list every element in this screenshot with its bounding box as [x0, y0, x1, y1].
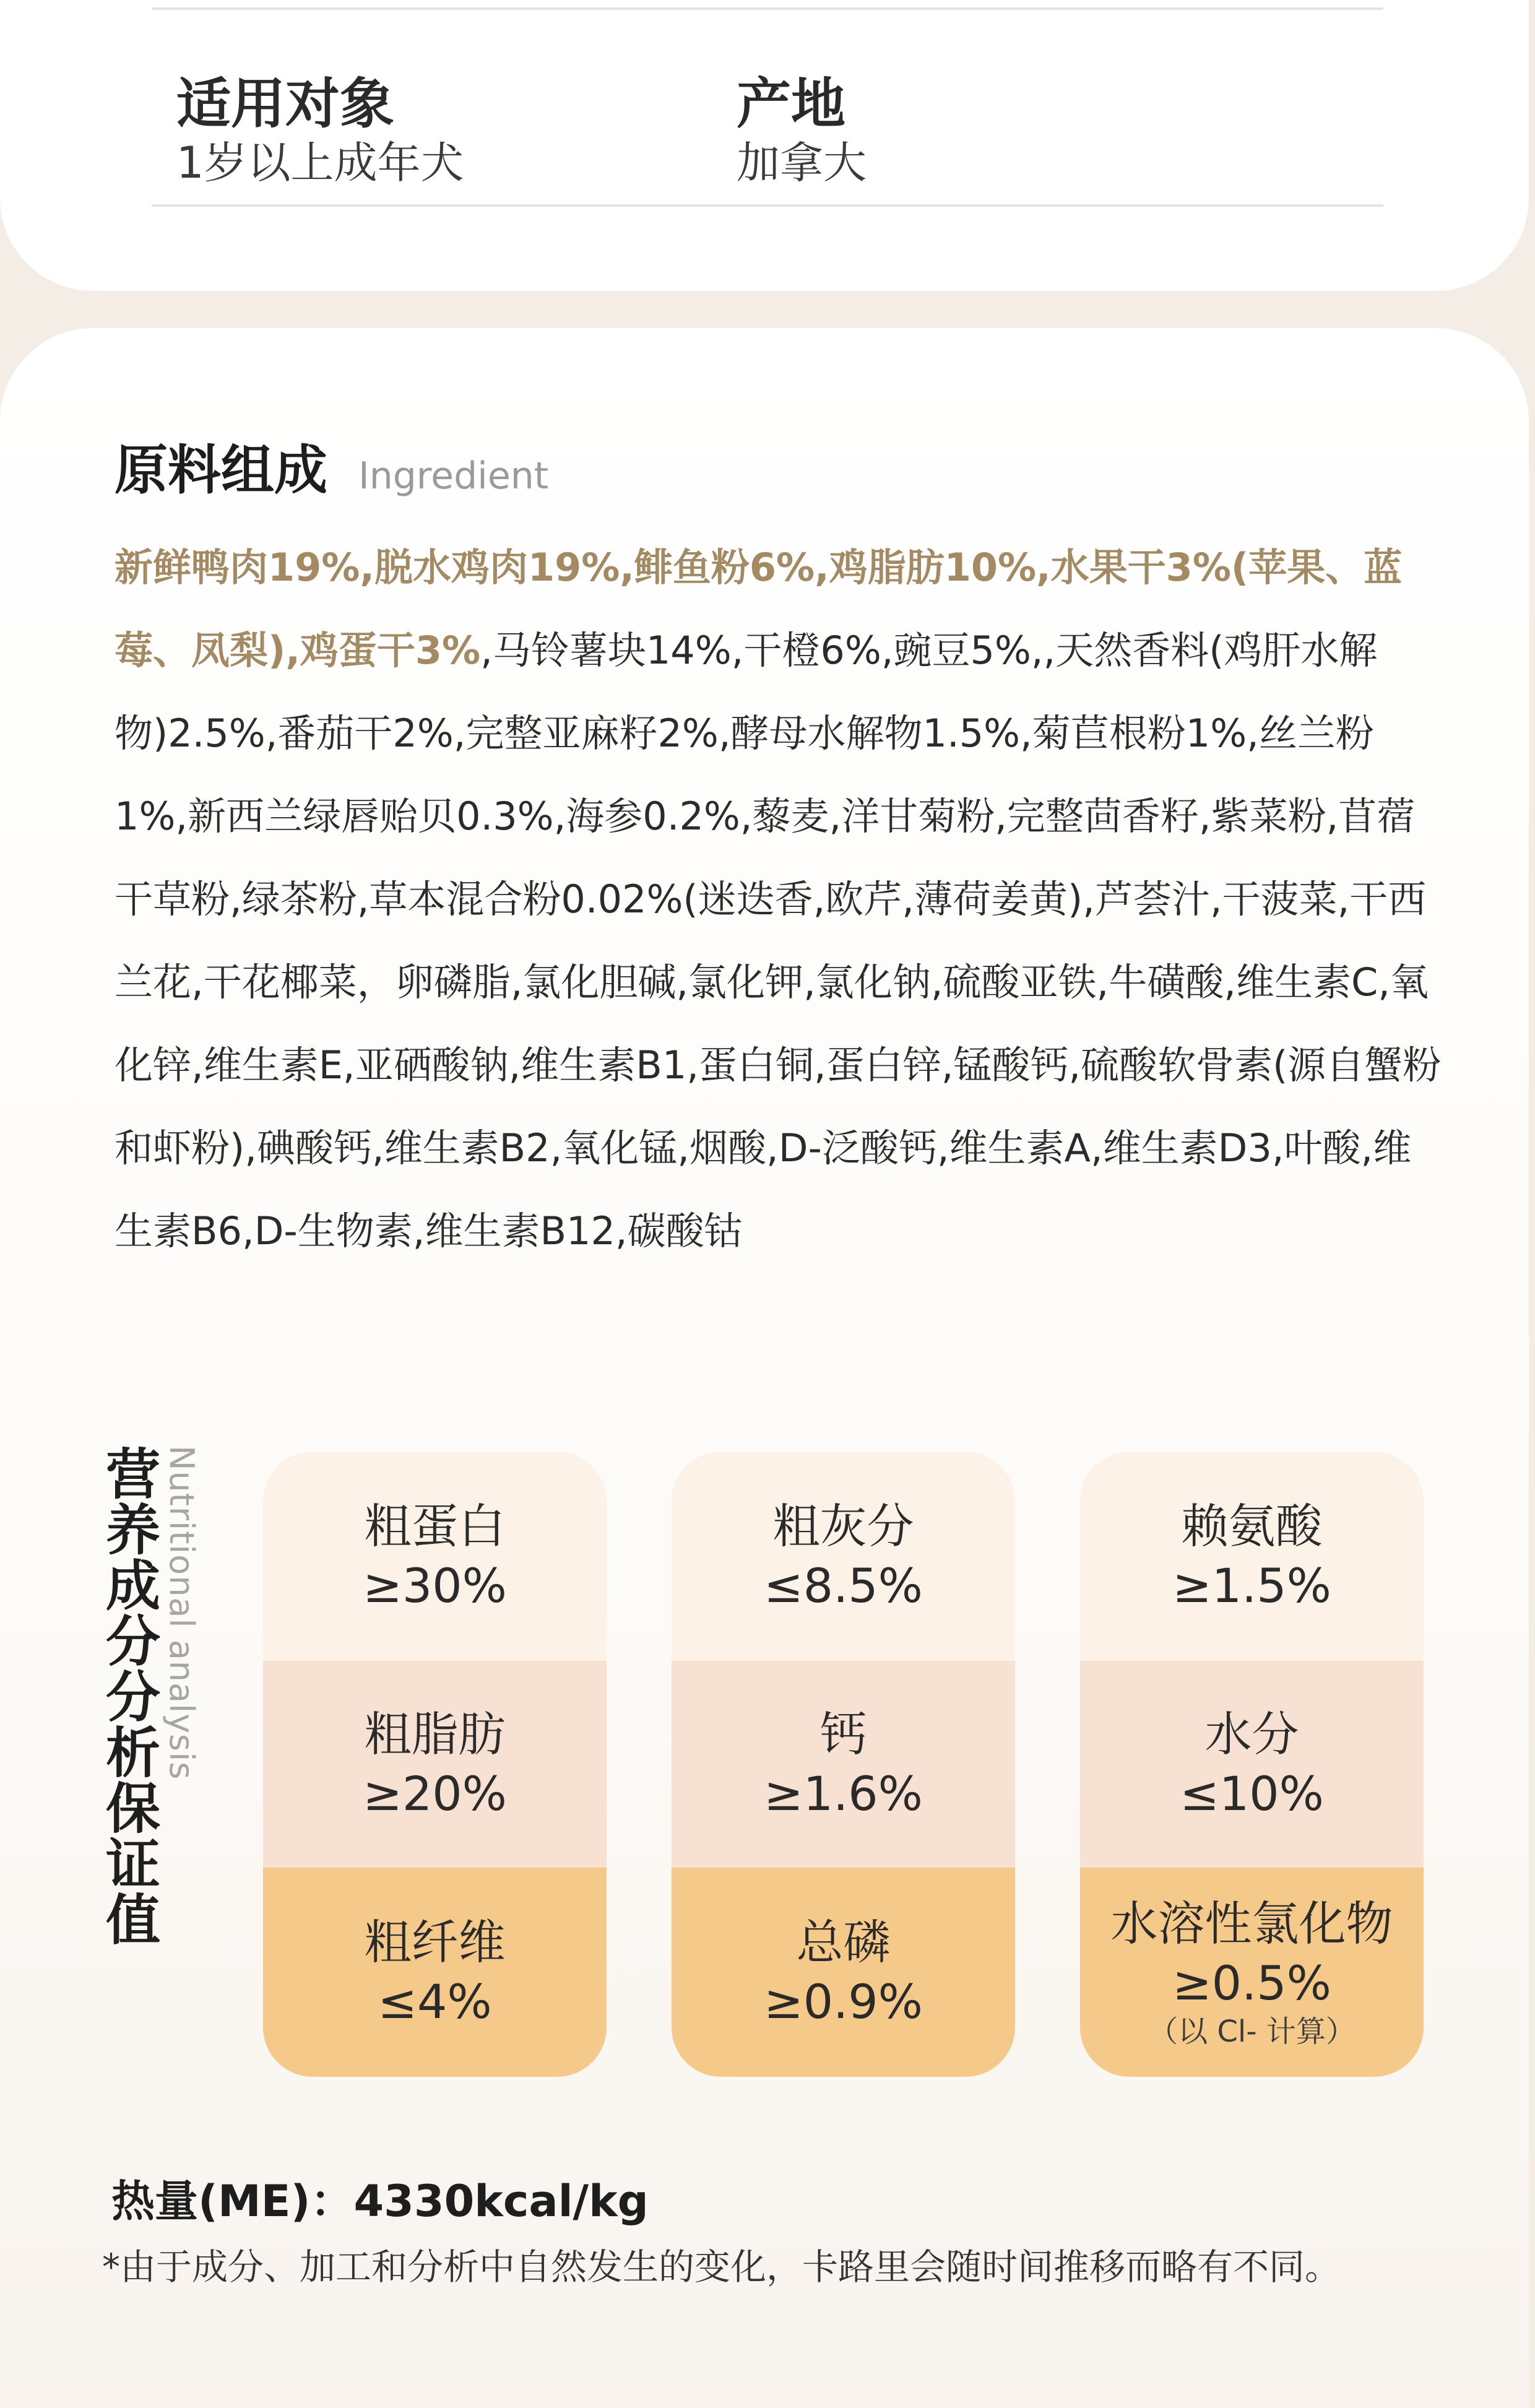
nutrient-name: 赖氨酸 [1181, 1499, 1323, 1554]
spec-origin [737, 74, 867, 189]
nutrition-cell [1080, 1452, 1424, 1661]
nutrition-cell [263, 1868, 607, 2077]
spec-target-value: 1岁以上成年犬 [176, 137, 464, 188]
divider [152, 204, 1383, 207]
nutrient-value: ≤4% [378, 1974, 492, 2029]
nutrient-value: ≥1.5% [1172, 1558, 1331, 1613]
nutrient-name: 水分 [1204, 1707, 1299, 1762]
nutrient-value: ≥0.9% [764, 1974, 923, 2029]
nutrient-name: 水溶性氯化物 [1110, 1896, 1393, 1951]
spec-target [176, 74, 464, 189]
nutrient-value: ≥30% [363, 1558, 507, 1613]
ingredient-rest: ,马铃薯块14%,干橙6%,豌豆5%,,天然香料(鸡肝水解物)2.5%,番茄干2%,完整亚麻籽2%,酵母水解物1.5%,菊苣根粉1%,丝兰粉1%,新西兰绿唇贻贝0.3%,海参0.2%,藜麦,洋甘菊粉,完整茴香籽,紫菜粉,苜蓿干草粉,绿茶粉,草本混合粉0.02%(迷迭香,欧芹,薄荷姜黄),芦荟汁,干菠菜,干西兰花,干花椰菜，卵磷脂,氯化胆碱,氯化钾,氯化钠,硫酸亚铁,牛磺酸,维生素C,氧化锌,维生素E,亚硒酸钠,维生素B1,蛋白铜,蛋白锌,锰酸钙,硫酸软骨素(源自蟹粉和虾粉),碘酸钙,维生素B2,氧化锰,烟酸,D-泛酸钙,维生素A,维生素D3,叶酸,维生素B6,D-生物素,维生素B12,碳酸钴 [115, 628, 1442, 1254]
ingredient-title: 原料组成 [115, 440, 327, 501]
nutrient-value: ≥1.6% [764, 1766, 923, 1821]
spec-origin-value: 加拿大 [737, 137, 867, 188]
ingredient-highlight: 新鲜鸭肉19%,脱水鸡肉19%,鲱鱼粉6%,鸡脂肪10%,水果干3%(苹果、蓝莓、凤梨),鸡蛋干3% [115, 545, 1403, 673]
nutrient-name: 粗脂肪 [364, 1707, 506, 1762]
nutrient-note: （以 Cl- 计算） [1148, 2014, 1356, 2049]
nutrient-name: 总磷 [796, 1915, 891, 1970]
nutrition-cell [263, 1452, 607, 1661]
ingredient-title-en: Ingredient [358, 454, 549, 498]
spec-origin-label: 产地 [737, 72, 846, 136]
nutrient-value: ≤8.5% [764, 1558, 923, 1613]
energy-line: 热量(ME)：4330kcal/kg [111, 2176, 649, 2227]
ingredient-heading [115, 427, 548, 504]
disclaimer: *由于成分、加工和分析中自然发生的变化，卡路里会随时间推移而略有不同。 [102, 2246, 1341, 2288]
nutrient-name: 钙 [819, 1707, 867, 1762]
nutrition-cell [672, 1661, 1015, 1868]
nutrient-name: 粗纤维 [364, 1915, 506, 1970]
nutrition-column [672, 1452, 1015, 2077]
divider [152, 7, 1383, 10]
nutrition-column [263, 1452, 607, 2077]
nutrient-name: 粗蛋白 [364, 1499, 506, 1554]
nutrient-value: ≥20% [363, 1766, 507, 1821]
nutrition-column [1080, 1452, 1424, 2077]
ingredient-list [115, 526, 1445, 1273]
nutrition-title-en: Nutritional analysis [162, 1445, 201, 1780]
nutrition-cell [263, 1661, 607, 1868]
nutrition-title: 营养成分分析保证值 [97, 1445, 161, 1947]
nutrient-name: 粗灰分 [772, 1499, 914, 1554]
nutrient-value: ≤10% [1180, 1766, 1324, 1821]
nutrition-cell [672, 1868, 1015, 2077]
nutrition-cell [672, 1452, 1015, 1661]
nutrient-value: ≥0.5% [1172, 1955, 1331, 2011]
nutrition-cell [1080, 1661, 1424, 1868]
nutrition-cell [1080, 1868, 1424, 2077]
spec-target-label: 适用对象 [176, 72, 395, 136]
